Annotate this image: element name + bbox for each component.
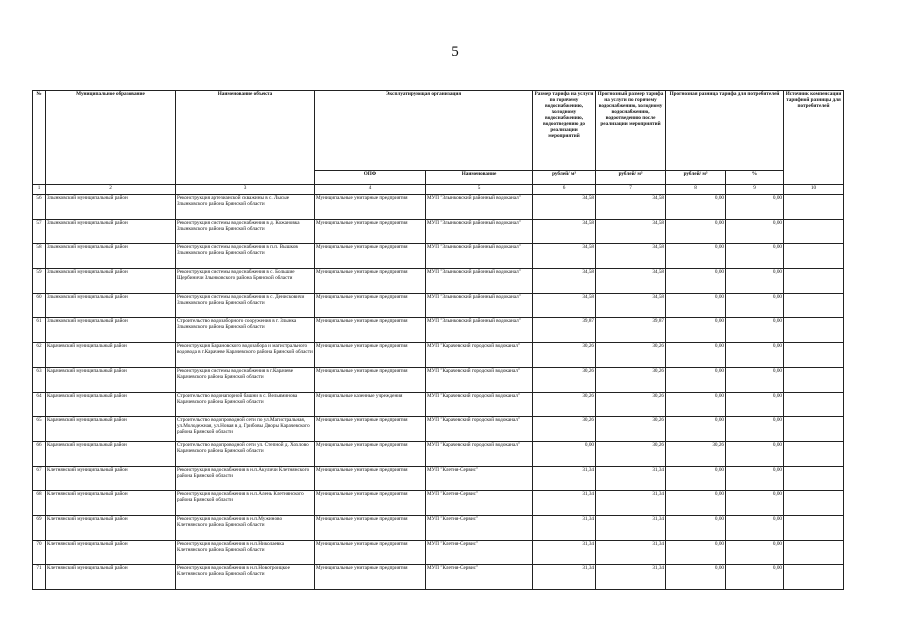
table-row (33, 466, 844, 491)
opf-cell: Муниципальные унитарные предприятия (315, 293, 426, 318)
table-row (33, 417, 844, 442)
table-row (33, 540, 844, 565)
source-cell (784, 491, 844, 516)
difference-cell: 0,00 (666, 515, 726, 540)
tariff-cell: 31,34 (533, 491, 596, 516)
forecast-tariff-cell: 31,34 (596, 515, 666, 540)
tariff-cell: 34,58 (533, 244, 596, 269)
object-name-cell: Реконструкция водоснабжения в н.п.Николаевка Клетнянского района Брянской области (176, 540, 315, 565)
index-cell: 10 (784, 185, 844, 195)
percent-cell: 0,00 (726, 565, 784, 590)
tariff-cell: 31,34 (533, 515, 596, 540)
opf-cell: Муниципальные унитарные предприятия (315, 244, 426, 269)
index-cell: 3 (176, 185, 315, 195)
row-number-cell: 66 (33, 441, 46, 466)
organization-cell: МУП "Клетня-Сервис" (426, 515, 533, 540)
row-number-cell: 56 (33, 195, 46, 220)
difference-cell: 0,00 (666, 318, 726, 343)
index-cell: 4 (315, 185, 426, 195)
source-cell (784, 244, 844, 269)
object-name-cell: Реконструкция артезианской скважины в с. Лысые Злынковского района Брянской области (176, 195, 315, 220)
percent-cell: 0,00 (726, 540, 784, 565)
municipality-cell: Клетнянский муниципальный район (46, 515, 176, 540)
organization-cell: МУП "Клетня-Сервис" (426, 491, 533, 516)
percent-cell: 0,00 (726, 293, 784, 318)
header-difference: Прогнозная разница тарифа для потребителей (666, 91, 784, 171)
opf-cell: Муниципальные унитарные предприятия (315, 515, 426, 540)
municipality-cell: Карачевский муниципальный район (46, 392, 176, 417)
row-number-cell: 64 (33, 392, 46, 417)
object-name-cell: Реконструкция системы водоснабжения в с. Большие Щербиничи Злынковского района Брянской области (176, 269, 315, 294)
source-cell (784, 343, 844, 368)
organization-cell: МУП "Карачевский городской водоканал" (426, 441, 533, 466)
row-number-cell: 70 (33, 540, 46, 565)
percent-cell: 0,00 (726, 491, 784, 516)
opf-cell: Муниципальные унитарные предприятия (315, 441, 426, 466)
forecast-tariff-cell: 34,58 (596, 269, 666, 294)
municipality-cell: Карачевский муниципальный район (46, 441, 176, 466)
opf-cell: Муниципальные унитарные предприятия (315, 195, 426, 220)
header-unit-forecast: рублей/ м³ (596, 171, 666, 185)
forecast-tariff-cell: 30,26 (596, 343, 666, 368)
percent-cell: 0,00 (726, 219, 784, 244)
percent-cell: 0,00 (726, 318, 784, 343)
opf-cell: Муниципальные унитарные предприятия (315, 269, 426, 294)
source-cell (784, 392, 844, 417)
organization-cell: МУП "Карачевский городской водоканал" (426, 367, 533, 392)
row-number-cell: 69 (33, 515, 46, 540)
source-cell (784, 219, 844, 244)
table-row (33, 343, 844, 368)
forecast-tariff-cell: 30,26 (596, 392, 666, 417)
index-cell: 8 (666, 185, 726, 195)
table-row (33, 515, 844, 540)
organization-cell: МУП "Злынковский районный водоканал" (426, 269, 533, 294)
object-name-cell: Строительство водонапорной башни в с. Вельяминова Карачевского района Брянской области (176, 392, 315, 417)
source-cell (784, 540, 844, 565)
table-row (33, 367, 844, 392)
organization-cell: МУП "Злынковский районный водоканал" (426, 219, 533, 244)
organization-cell: МУП "Карачевский городской водоканал" (426, 417, 533, 442)
object-name-cell: Строительство водопроводной сети по ул.Магистральная, ул.Молодежная, ул.Новая в д. Грибовы Дворы Карачевского района Брянской области (176, 417, 315, 442)
object-name-cell: Реконструкция водоснабжения в н.п.Акуличи Клетнянского района Брянской области (176, 466, 315, 491)
organization-cell: МУП "Злынковский районный водоканал" (426, 293, 533, 318)
row-number-cell: 61 (33, 318, 46, 343)
table-row (33, 244, 844, 269)
opf-cell: Муниципальные унитарные предприятия (315, 219, 426, 244)
row-number-cell: 67 (33, 466, 46, 491)
object-name-cell: Реконструкция водоснабжения в н.п.Алень Клетнянского района Брянской области (176, 491, 315, 516)
percent-cell: 0,00 (726, 392, 784, 417)
percent-cell: 0,00 (726, 466, 784, 491)
forecast-tariff-cell: 31,34 (596, 491, 666, 516)
header-opf: ОПФ (315, 171, 426, 185)
opf-cell: Муниципальные унитарные предприятия (315, 318, 426, 343)
object-name-cell: Реконструкция системы водоснабжения в п.п. Вышков Злынковского района Брянской области (176, 244, 315, 269)
index-cell: 7 (596, 185, 666, 195)
municipality-cell: Клетнянский муниципальный район (46, 540, 176, 565)
organization-cell: МУП "Карачевский городской водоканал" (426, 392, 533, 417)
opf-cell: Муниципальные унитарные предприятия (315, 491, 426, 516)
forecast-tariff-cell: 34,58 (596, 219, 666, 244)
difference-cell: 0,00 (666, 343, 726, 368)
table-row (33, 293, 844, 318)
header-municipality: Муниципальное образование (46, 91, 176, 185)
index-cell: 1 (33, 185, 46, 195)
forecast-tariff-cell: 31,34 (596, 466, 666, 491)
difference-cell: 0,00 (666, 195, 726, 220)
row-number-cell: 62 (33, 343, 46, 368)
percent-cell: 0,00 (726, 515, 784, 540)
index-cell: 9 (726, 185, 784, 195)
tariff-cell: 0,00 (533, 441, 596, 466)
tariff-cell: 31,34 (533, 466, 596, 491)
forecast-tariff-cell: 30,26 (596, 441, 666, 466)
tariff-cell: 34,58 (533, 219, 596, 244)
row-number-cell: 68 (33, 491, 46, 516)
row-number-cell: 65 (33, 417, 46, 442)
municipality-cell: Злынковский муниципальный район (46, 269, 176, 294)
object-name-cell: Реконструкция системы водоснабжения в г.Карачеве Карачевского района Брянской области (176, 367, 315, 392)
tariff-cell: 34,58 (533, 293, 596, 318)
percent-cell: 0,00 (726, 417, 784, 442)
difference-cell: 0,00 (666, 466, 726, 491)
municipality-cell: Злынковский муниципальный район (46, 244, 176, 269)
forecast-tariff-cell: 31,34 (596, 540, 666, 565)
organization-cell: МУП "Злынковский районный водоканал" (426, 195, 533, 220)
tariff-cell: 31,34 (533, 540, 596, 565)
source-cell (784, 195, 844, 220)
municipality-cell: Карачевский муниципальный район (46, 367, 176, 392)
tariff-cell: 34,58 (533, 195, 596, 220)
source-cell (784, 269, 844, 294)
organization-cell: МУП "Клетня-Сервис" (426, 466, 533, 491)
source-cell (784, 367, 844, 392)
percent-cell: 0,00 (726, 244, 784, 269)
opf-cell: Муниципальные унитарные предприятия (315, 367, 426, 392)
tariff-cell: 30,26 (533, 343, 596, 368)
municipality-cell: Карачевский муниципальный район (46, 343, 176, 368)
index-cell: 5 (426, 185, 533, 195)
percent-cell: 0,00 (726, 367, 784, 392)
table-row (33, 392, 844, 417)
percent-cell: 0,00 (726, 343, 784, 368)
difference-cell: 0,00 (666, 219, 726, 244)
source-cell (784, 466, 844, 491)
difference-cell: 0,00 (666, 367, 726, 392)
difference-cell: 0,00 (666, 269, 726, 294)
column-index-row (33, 185, 844, 195)
difference-cell: 0,00 (666, 540, 726, 565)
percent-cell: 0,00 (726, 441, 784, 466)
difference-cell: 30,26 (666, 441, 726, 466)
table-body (33, 195, 844, 590)
forecast-tariff-cell: 34,58 (596, 244, 666, 269)
source-cell (784, 441, 844, 466)
municipality-cell: Карачевский муниципальный район (46, 417, 176, 442)
header-percent: % (726, 171, 784, 185)
row-number-cell: 63 (33, 367, 46, 392)
row-number-cell: 71 (33, 565, 46, 590)
page-number: 5 (451, 44, 459, 60)
tariff-cell: 31,34 (533, 565, 596, 590)
tariff-cell: 30,26 (533, 392, 596, 417)
header-num: № (33, 91, 46, 185)
difference-cell: 0,00 (666, 392, 726, 417)
opf-cell: Муниципальные унитарные предприятия (315, 466, 426, 491)
tariff-cell: 39,87 (533, 318, 596, 343)
header-unit-diff: рублей/ м³ (666, 171, 726, 185)
table-row (33, 219, 844, 244)
header-object: Наименование объекта (176, 91, 315, 185)
municipality-cell: Клетнянский муниципальный район (46, 565, 176, 590)
municipality-cell: Злынковский муниципальный район (46, 219, 176, 244)
forecast-tariff-cell: 34,58 (596, 293, 666, 318)
source-cell (784, 318, 844, 343)
table-row (33, 565, 844, 590)
object-name-cell: Строительство водопроводной сети ул. Степной д. Хохлово Карачевского района Брянской области (176, 441, 315, 466)
table-row (33, 269, 844, 294)
header-forecast: Прогнозный размер тарифа на услуги по горячему водоснабжению, холодному водоснабжению, водоотведению после реализации мероприятий (596, 91, 666, 171)
municipality-cell: Злынковский муниципальный район (46, 195, 176, 220)
tariff-table (32, 90, 844, 590)
organization-cell: МУП "Клетня-Сервис" (426, 540, 533, 565)
header-unit-tariff: рублей/ м³ (533, 171, 596, 185)
header-operator: Эксплуатирующая организация (315, 91, 533, 171)
forecast-tariff-cell: 30,26 (596, 367, 666, 392)
percent-cell: 0,00 (726, 195, 784, 220)
object-name-cell: Реконструкция водоснабжения в н.п.Новотроицкое Клетнянского района Брянской области (176, 565, 315, 590)
header-source: Источник компенсации тарифной разницы для потребителей (784, 91, 844, 185)
source-cell (784, 417, 844, 442)
header-tariff: Размер тарифа на услуги по горячему водоснабжению, холодному водоснабжению, водоотведению до реализации мероприятий (533, 91, 596, 171)
opf-cell: Муниципальные унитарные предприятия (315, 343, 426, 368)
municipality-cell: Клетнянский муниципальный район (46, 491, 176, 516)
organization-cell: МУП "Злынковский районный водоканал" (426, 318, 533, 343)
organization-cell: МУП "Клетня-Сервис" (426, 565, 533, 590)
header-name: Наименование (426, 171, 533, 185)
source-cell (784, 565, 844, 590)
object-name-cell: Строительство водозаборного сооружения в г. Злынка Злынковского района Брянской области (176, 318, 315, 343)
row-number-cell: 57 (33, 219, 46, 244)
tariff-cell: 30,26 (533, 367, 596, 392)
index-cell: 2 (46, 185, 176, 195)
difference-cell: 0,00 (666, 565, 726, 590)
organization-cell: МУП "Злынковский районный водоканал" (426, 244, 533, 269)
source-cell (784, 515, 844, 540)
object-name-cell: Реконструкция Барановского водозабора и магистрального водовода в г.Карачеве Карачевского района Брянской области (176, 343, 315, 368)
forecast-tariff-cell: 30,26 (596, 417, 666, 442)
municipality-cell: Злынковский муниципальный район (46, 318, 176, 343)
difference-cell: 0,00 (666, 293, 726, 318)
opf-cell: Муниципальные казенные учреждения (315, 392, 426, 417)
municipality-cell: Клетнянский муниципальный район (46, 466, 176, 491)
percent-cell: 0,00 (726, 269, 784, 294)
row-number-cell: 59 (33, 269, 46, 294)
row-number-cell: 58 (33, 244, 46, 269)
table-row (33, 318, 844, 343)
tariff-cell: 30,26 (533, 417, 596, 442)
table-row (33, 491, 844, 516)
object-name-cell: Реконструкция водоснабжения в н.п.Мужиново Клетнянского района Брянской области (176, 515, 315, 540)
object-name-cell: Реконструкция системы водоснабжения в д. Кожановка Злынковского района Брянской области (176, 219, 315, 244)
opf-cell: Муниципальные унитарные предприятия (315, 565, 426, 590)
forecast-tariff-cell: 34,58 (596, 195, 666, 220)
difference-cell: 0,00 (666, 244, 726, 269)
organization-cell: МУП "Карачевский городской водоканал" (426, 343, 533, 368)
forecast-tariff-cell: 31,34 (596, 565, 666, 590)
forecast-tariff-cell: 39,87 (596, 318, 666, 343)
difference-cell: 0,00 (666, 491, 726, 516)
table-row (33, 441, 844, 466)
difference-cell: 0,00 (666, 417, 726, 442)
index-cell: 6 (533, 185, 596, 195)
opf-cell: Муниципальные унитарные предприятия (315, 417, 426, 442)
opf-cell: Муниципальные унитарные предприятия (315, 540, 426, 565)
municipality-cell: Злынковский муниципальный район (46, 293, 176, 318)
tariff-cell: 34,58 (533, 269, 596, 294)
table-row (33, 195, 844, 220)
source-cell (784, 293, 844, 318)
row-number-cell: 60 (33, 293, 46, 318)
object-name-cell: Реконструкция системы водоснабжения в с. Денисковичи Злынковского района Брянской области (176, 293, 315, 318)
